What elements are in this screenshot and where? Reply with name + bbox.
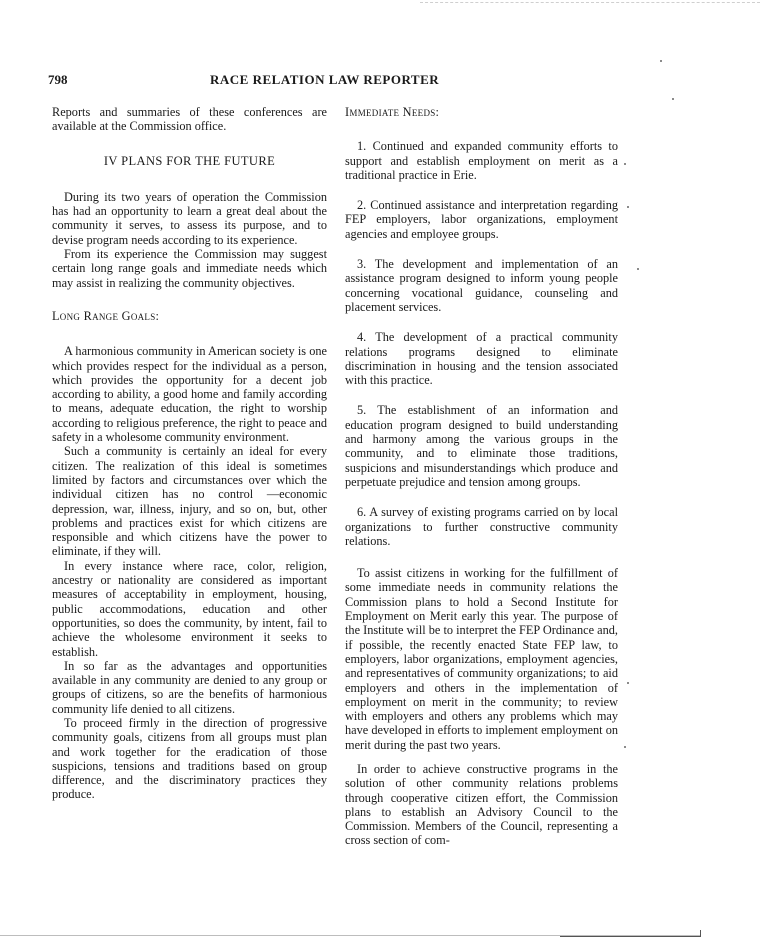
scan-speck (627, 682, 629, 684)
paragraph: During its two years of operation the Commission has had an opportunity to learn a great deal about the community it serves, to assess its purpose, and to devise program needs according to its experience. (52, 189, 327, 247)
scan-border-top (420, 2, 760, 3)
running-title: RACE RELATION LAW REPORTER (210, 72, 440, 87)
paragraph: In so far as the advantages and opportunities available in any community are denied to any group or groups of citizens, so are the benefits of harmonious community life denied to all citizens. (52, 658, 327, 716)
list-item: 6. A survey of existing programs carried on by local organizations to further constructive community relations. (345, 505, 618, 548)
intro-paragraph: Reports and summaries of these conferences are available at the Commission office. (52, 105, 327, 134)
paragraph: From its experience the Commission may suggest certain long range goals and immediate needs which may assist in realizing the community objectives. (52, 247, 327, 290)
paragraph: A harmonious community in American society is one which provides respect for the individual as a person, which provides the opportunity for a decent job according to ability, a good home and family according to means, adequate education, the right to worship according to religious preference, the right to peace and safety in a wholesome community environment. (52, 344, 327, 445)
right-column (345, 105, 618, 848)
list-item: 1. Continued and expanded community efforts to support and establish employment on merit as a traditional practice in Erie. (345, 139, 618, 182)
scan-speck (627, 206, 629, 208)
scan-corner-mark (560, 930, 701, 937)
section-title: IV PLANS FOR THE FUTURE (103, 153, 276, 168)
paragraph: To assist citizens in working for the fulfillment of some immediate needs in community relations the Commission plans to hold a Second Institute for Employment on Merit early this year. The purpose of the Institute will be to interpret the FEP Ordinance and, if possible, the recently enacted State FEP law, to employers, labor organizations, employment agencies, and representatives of community organizations; to aid employers and others in the implementation of employment on merit in the community; to review with employers and others any problems which may have developed in efforts to implement employment on merit during the past two years. (345, 566, 618, 752)
scan-speck (624, 163, 626, 165)
immediate-needs-heading: Immediate Needs: (345, 105, 440, 119)
scan-speck (672, 98, 674, 100)
scan-speck (624, 746, 626, 748)
paragraph: In every instance where race, color, religion, ancestry or nationality are considered as important measures of acceptability in employment, housing, public accommodations, education and other opportunities, so does the community, by intent, fail to achieve the wholesome environment it seeks to establish. (52, 558, 327, 659)
paragraph: In order to achieve constructive programs in the solution of other community relations problems through cooperative citizen effort, the Commission plans to establish an Advisory Council to the Commission. Members of the Council, representing a cross section of com- (345, 761, 618, 848)
scan-speck (660, 60, 662, 62)
long-range-goals-heading: Long Range Goals: (52, 308, 160, 323)
page-header (48, 72, 648, 92)
page-number: 798 (48, 72, 68, 87)
list-item: 2. Continued assistance and interpretation regarding FEP employers, labor organizations, employment agencies and employee groups. (345, 198, 618, 241)
list-item: 5. The establishment of an information and education program designed to build understanding and harmony among the various groups in the community, and to eliminate those traditions, suspicions and misunderstandings which produce and perpetuate prejudice and tension among groups. (345, 403, 618, 489)
paragraph: Such a community is certainly an ideal for every citizen. The realization of this ideal is sometimes limited by factors and circumstances over which the individual citizen has no control —economic depression, war, illness, injury, and so on, but, other problems and practices exist for which citizens are responsible and which citizens have the power to eliminate, if they will. (52, 444, 327, 559)
scan-speck (637, 268, 639, 270)
paragraph: To proceed firmly in the direction of progressive community goals, citizens from all groups must plan and work together for the eradication of those suspicions, tensions and traditions based on group difference, and the discriminatory practices they produce. (52, 715, 327, 802)
list-item: 4. The development of a practical community relations programs designed to eliminate discrimination in housing and the tension associated with this practice. (345, 330, 618, 388)
list-item: 3. The development and implementation of an assistance program designed to inform young people concerning vocational guidance, counseling and placement services. (345, 257, 618, 314)
left-column (52, 105, 327, 802)
